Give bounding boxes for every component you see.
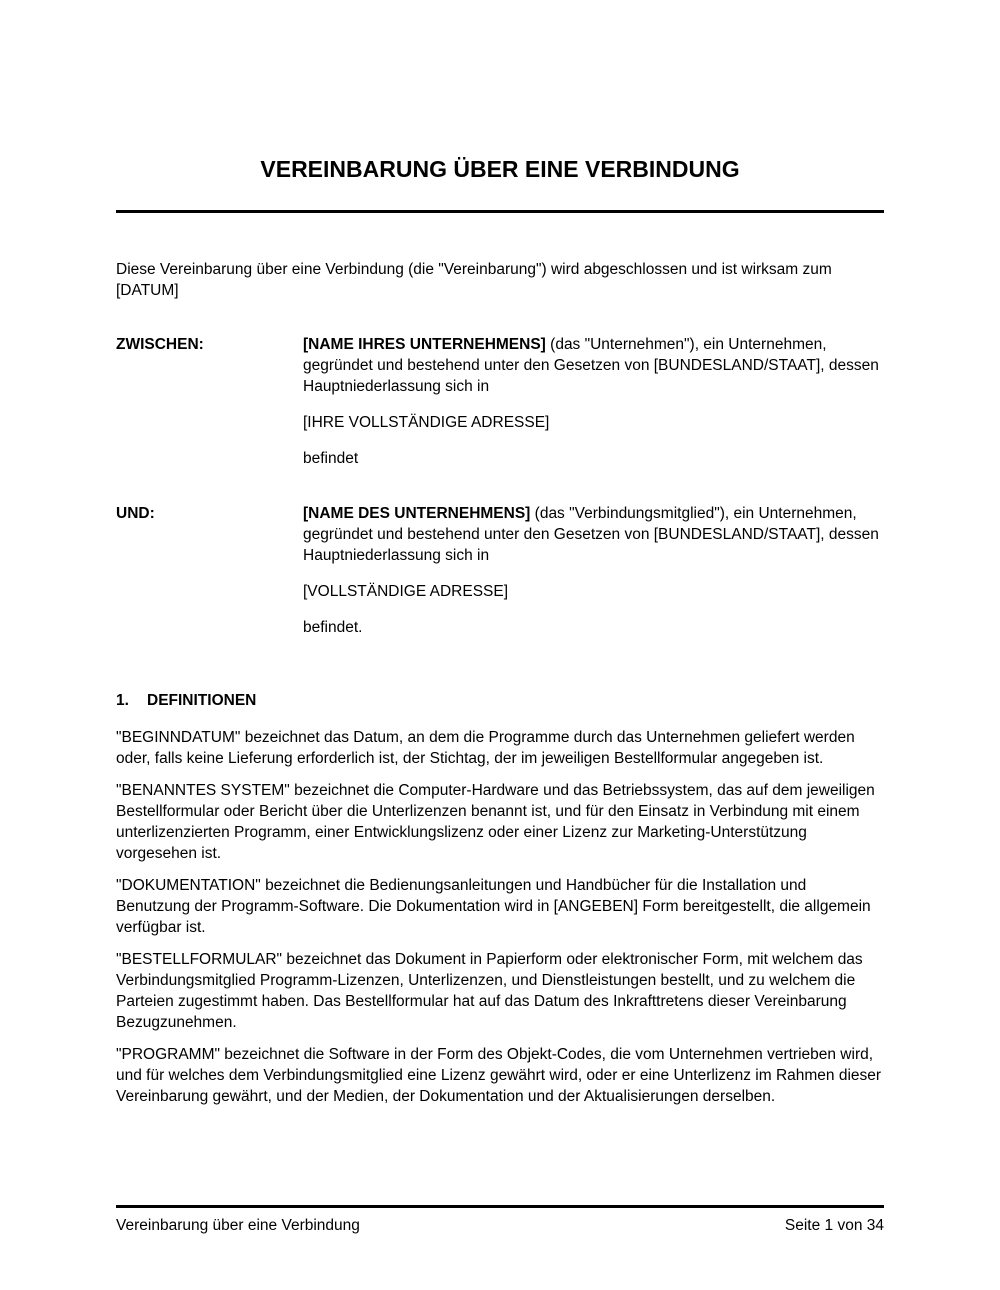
footer-page-number: Seite 1 von 34	[784, 1217, 884, 1234]
member-located-text: befindet.	[303, 619, 363, 636]
definition-programm: "PROGRAMM" bezeichnet die Software in der Form des Objekt-Codes, die vom Unternehmen vertrieben wird, und für welches dem Verbindungsmitglied eine Lizenz gewährt wird, oder er eine Unterlizenz im Rahmen dieser Vereinbarung gewährt, und der Medien, der Dokumentation und der Aktualisierungen derselben.	[116, 1046, 882, 1105]
member-description: (das "Verbindungsmitglied"), ein Unternehmen, gegründet und bestehend unter den Gesetzen von [BUNDESLAND/STAAT], dessen Hauptniederlassung sich in	[303, 505, 879, 564]
party-block-company	[116, 334, 884, 469]
section-1-number: 1.	[116, 692, 129, 709]
page-footer	[116, 1205, 884, 1236]
party-label-und: UND:	[116, 505, 155, 522]
section-1-title: DEFINITIONEN	[147, 692, 257, 709]
party-label-zwischen: ZWISCHEN:	[116, 336, 204, 353]
party-name-paragraph	[303, 503, 884, 566]
definition-benanntes-system: "BENANNTES SYSTEM" bezeichnet die Computer-Hardware und das Betriebssystem, das auf dem jeweiligen Bestellformular oder Bericht über die Unterlizenzen benannt ist, und für den Einsatz in Verbindung mit einem unterlizenzierten Programm, einer Entwicklungslizenz oder einer Lizenz zur Marketing-Unterstützung vorgesehen ist.	[116, 782, 875, 862]
intro-paragraph: Diese Vereinbarung über eine Verbindung (die "Vereinbarung") wird abgeschlossen und ist wirksam zum [DATUM]	[116, 261, 832, 299]
footer-document-name: Vereinbarung über eine Verbindung	[116, 1217, 360, 1234]
section-1-heading	[116, 690, 884, 711]
member-name-placeholder: [NAME DES UNTERNEHMENS]	[303, 505, 531, 522]
title-divider-rule	[116, 210, 884, 213]
member-address-placeholder: [VOLLSTÄNDIGE ADRESSE]	[303, 583, 509, 600]
definition-dokumentation: "DOKUMENTATION" bezeichnet die Bedienungsanleitungen und Handbücher für die Installation und Benutzung der Programm-Software. Die Dokumentation wird in [ANGEBEN] Form bereitgestellt, die allgemein verfügbar ist.	[116, 877, 871, 936]
company-description: (das "Unternehmen"), ein Unternehmen, gegründet und bestehend unter den Gesetzen von [BUNDESLAND/STAAT], dessen Hauptniederlassung sich in	[303, 336, 879, 395]
company-address-placeholder: [IHRE VOLLSTÄNDIGE ADRESSE]	[303, 414, 550, 431]
definition-beginndatum: "BEGINNDATUM" bezeichnet das Datum, an dem die Programme durch das Unternehmen geliefert werden oder, falls keine Lieferung erforderlich ist, der Stichtag, der im jeweiligen Bestellformular angegeben ist.	[116, 729, 855, 767]
party-details-member	[303, 503, 884, 638]
party-name-paragraph	[303, 334, 884, 397]
company-located-text: befindet	[303, 450, 359, 467]
party-block-member	[116, 503, 884, 638]
company-name-placeholder: [NAME IHRES UNTERNEHMENS]	[303, 336, 546, 353]
document-title: VEREINBARUNG ÜBER EINE VERBINDUNG	[260, 156, 740, 182]
party-details-company	[303, 334, 884, 469]
definition-bestellformular: "BESTELLFORMULAR" bezeichnet das Dokument in Papierform oder elektronischer Form, mit welchem das Verbindungsmitglied Programm-Lizenzen, Unterlizenzen, und Dienstleistungen bestellt, und zu welchem die Parteien zugestimmt haben. Das Bestellformular hat auf das Datum des Inkrafttretens dieser Vereinbarung Bezugzunehmen.	[116, 951, 863, 1031]
